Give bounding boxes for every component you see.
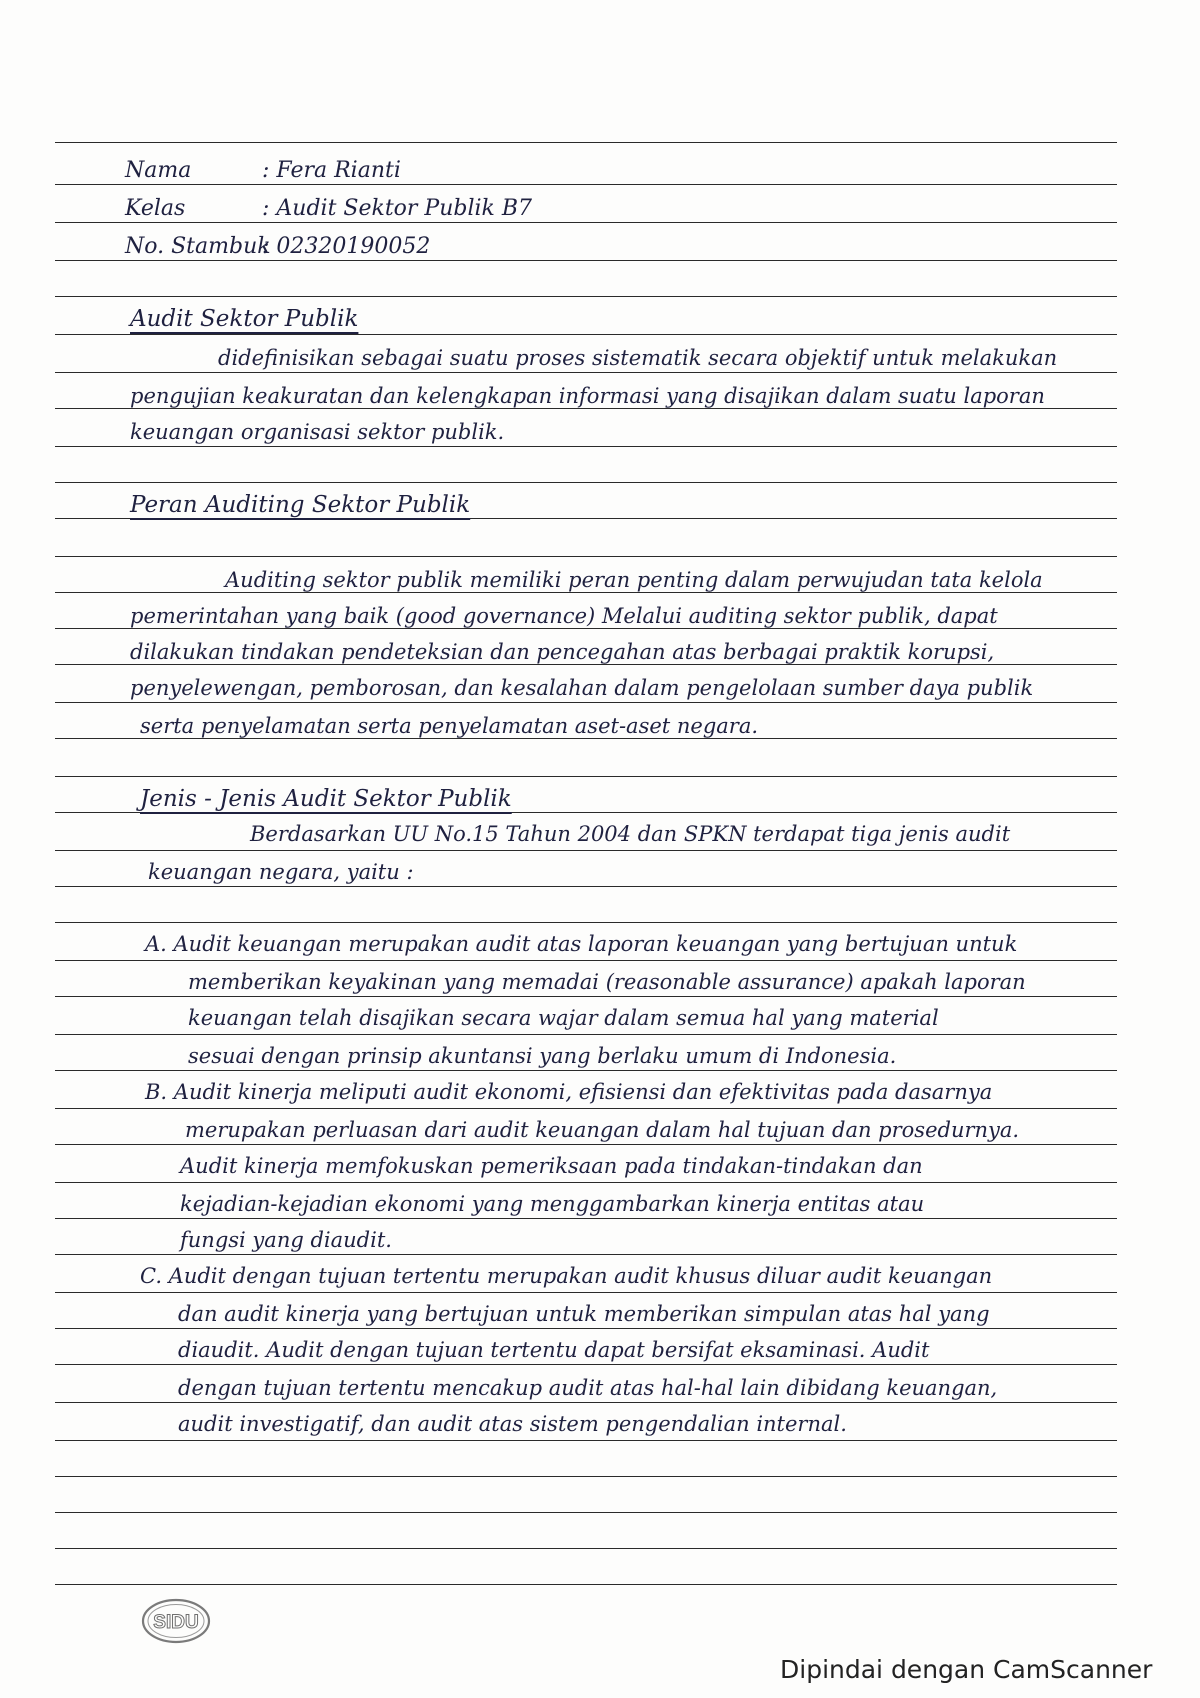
rule-line bbox=[55, 556, 1117, 557]
intro-line: Berdasarkan UU No.15 Tahun 2004 dan SPKN terdapat tiga jenis audit bbox=[250, 822, 1011, 846]
rule-line bbox=[55, 446, 1117, 447]
rule-line bbox=[55, 1292, 1117, 1293]
scanner-footer: Dipindai dengan CamScanner bbox=[780, 1655, 1153, 1684]
intro-line: keuangan negara, yaitu : bbox=[148, 860, 414, 884]
section-title-peran-auditing: Peran Auditing Sektor Publik bbox=[130, 492, 471, 518]
list-item-a-line: memberikan keyakinan yang memadai (reasonable assurance) apakah laporan bbox=[188, 970, 1026, 994]
list-item-a-line: A. Audit keuangan merupakan audit atas laporan keuangan yang bertujuan untuk bbox=[145, 932, 1018, 956]
rule-line bbox=[55, 222, 1117, 223]
paragraph-line: serta penyelamatan serta penyelamatan aset-aset negara. bbox=[140, 714, 759, 738]
paragraph-line: dilakukan tindakan pendeteksian dan pencegahan atas berbagai praktik korupsi, bbox=[130, 640, 995, 664]
rule-line bbox=[55, 1254, 1117, 1255]
kelas-value: : Audit Sektor Publik B7 bbox=[262, 196, 533, 221]
rule-line bbox=[55, 1328, 1117, 1329]
list-item-b-line: fungsi yang diaudit. bbox=[180, 1228, 392, 1252]
rule-line bbox=[55, 1440, 1117, 1441]
rule-line bbox=[55, 776, 1117, 777]
kelas-label: Kelas bbox=[125, 196, 186, 221]
rule-line bbox=[55, 1512, 1117, 1513]
list-item-c-line: diaudit. Audit dengan tujuan tertentu dapat bersifat eksaminasi. Audit bbox=[178, 1338, 930, 1362]
list-item-b-line: Audit kinerja memfokuskan pemeriksaan pada tindakan-tindakan dan bbox=[180, 1154, 923, 1178]
paragraph-line: pengujian keakuratan dan kelengkapan informasi yang disajikan dalam suatu laporan bbox=[130, 384, 1045, 408]
list-item-b-line: kejadian-kejadian ekonomi yang menggambarkan kinerja entitas atau bbox=[180, 1192, 925, 1216]
rule-line bbox=[55, 1402, 1117, 1403]
rule-line bbox=[55, 592, 1117, 593]
rule-line bbox=[55, 518, 1117, 519]
rule-line bbox=[55, 1364, 1117, 1365]
list-item-b-line: merupakan perluasan dari audit keuangan dalam hal tujuan dan prosedurnya. bbox=[185, 1118, 1020, 1142]
rule-line bbox=[55, 184, 1117, 185]
rule-line bbox=[55, 1144, 1117, 1145]
rule-line bbox=[55, 922, 1117, 923]
section-title-audit-sektor-publik: Audit Sektor Publik bbox=[130, 306, 359, 332]
rule-line bbox=[55, 886, 1117, 887]
rule-line bbox=[55, 1218, 1117, 1219]
list-item-c-line: dan audit kinerja yang bertujuan untuk memberikan simpulan atas hal yang bbox=[178, 1302, 990, 1326]
rule-line bbox=[55, 142, 1117, 143]
rule-line bbox=[55, 1584, 1117, 1585]
rule-line bbox=[55, 960, 1117, 961]
rule-line bbox=[55, 1108, 1117, 1109]
logo-text: SIDU bbox=[153, 1612, 199, 1633]
nama-label: Nama bbox=[125, 158, 192, 183]
list-item-a-line: keuangan telah disajikan secara wajar dalam semua hal yang material bbox=[188, 1006, 939, 1030]
list-item-b-line: B. Audit kinerja meliputi audit ekonomi, efisiensi dan efektivitas pada dasarnya bbox=[145, 1080, 993, 1104]
list-item-c-line: audit investigatif, dan audit atas sistem pengendalian internal. bbox=[178, 1412, 847, 1436]
rule-line bbox=[55, 260, 1117, 261]
paragraph-line: Auditing sektor publik memiliki peran penting dalam perwujudan tata kelola bbox=[225, 568, 1043, 592]
rule-line bbox=[55, 372, 1117, 373]
stambuk-value: : 02320190052 bbox=[262, 234, 431, 259]
list-item-a-line: sesuai dengan prinsip akuntansi yang berlaku umum di Indonesia. bbox=[188, 1044, 897, 1068]
rule-line bbox=[55, 482, 1117, 483]
rule-line bbox=[55, 702, 1117, 703]
rule-line bbox=[55, 408, 1117, 409]
rule-line bbox=[55, 1034, 1117, 1035]
rule-line bbox=[55, 812, 1117, 813]
rule-line bbox=[55, 996, 1117, 997]
rule-line bbox=[55, 850, 1117, 851]
rule-line bbox=[55, 1548, 1117, 1549]
rule-line bbox=[55, 664, 1117, 665]
rule-line bbox=[55, 738, 1117, 739]
stambuk-label: No. Stambuk bbox=[125, 234, 271, 259]
sidu-logo bbox=[140, 1597, 212, 1645]
paragraph-line: pemerintahan yang baik (good governance) Melalui auditing sektor publik, dapat bbox=[130, 604, 998, 628]
rule-line bbox=[55, 1182, 1117, 1183]
rule-line bbox=[55, 1070, 1117, 1071]
list-item-c-line: dengan tujuan tertentu mencakup audit atas hal-hal lain dibidang keuangan, bbox=[178, 1376, 998, 1400]
section-title-jenis-audit: Jenis - Jenis Audit Sektor Publik bbox=[140, 786, 512, 812]
paragraph-line: keuangan organisasi sektor publik. bbox=[130, 420, 505, 444]
rule-line bbox=[55, 296, 1117, 297]
rule-line bbox=[55, 628, 1117, 629]
paragraph-line: penyelewengan, pemborosan, dan kesalahan dalam pengelolaan sumber daya publik bbox=[130, 676, 1034, 700]
nama-value: : Fera Rianti bbox=[262, 158, 401, 183]
rule-line bbox=[55, 1476, 1117, 1477]
list-item-c-line: C. Audit dengan tujuan tertentu merupakan audit khusus diluar audit keuangan bbox=[140, 1264, 993, 1288]
paragraph-line: didefinisikan sebagai suatu proses sistematik secara objektif untuk melakukan bbox=[218, 346, 1058, 370]
rule-line bbox=[55, 334, 1117, 335]
